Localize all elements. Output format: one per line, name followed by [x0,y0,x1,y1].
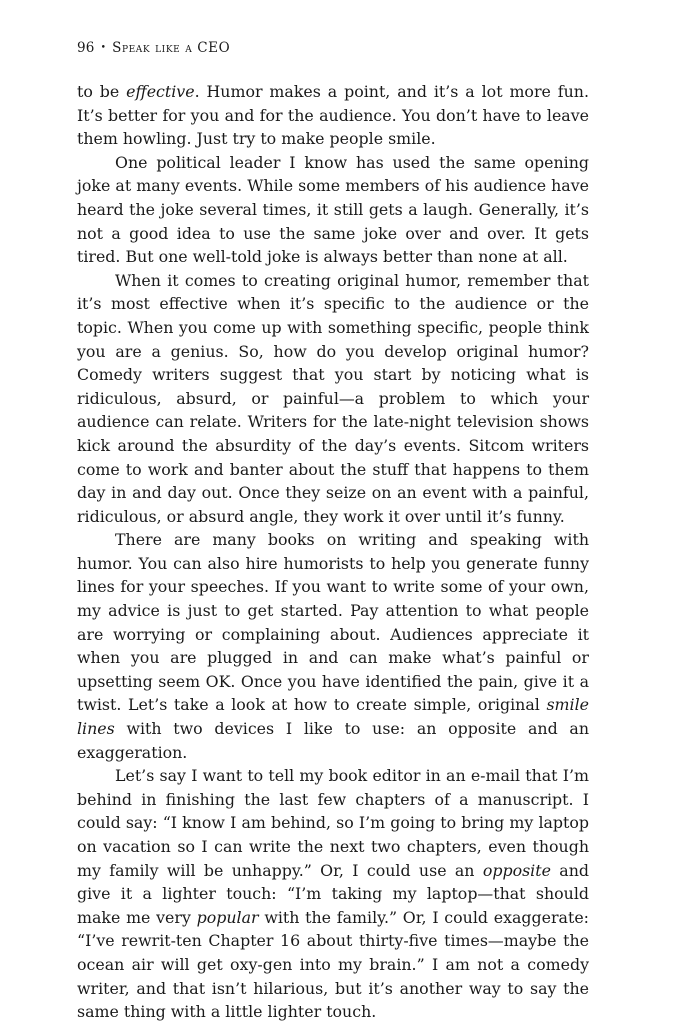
italic-text: effective [126,82,195,101]
text-run: to be [77,82,127,101]
text-run: When it comes to creating original humor, remember that it’s most effective when it’s specific to the audience or the topic. When you come up with something specific, people think you are a genius. So, how do you develop original humor? Comedy writers suggest that you start by noticing what is ridiculous, absurd, or painful—a problem to which your audience can relate. Writers for the late-night television shows kick around the absurdity of the day’s events. Sitcom writers come to work and banter about the stuff that happens to them day in and day out. Once they seize on an event with a painful, ridiculous, or absurd angle, they work it over until it’s funny. [77,270,589,526]
italic-text: opposite [482,860,551,880]
book-title: Speak like a CEO [112,40,231,56]
text-run: There are many books on writing and speaking with humor. You can also hire humorists to help you generate funny lines for your speeches. If you want to write some of your own, my advice is just to get started. Pay attention to what people are worrying or complaining about. Audiences appreciate it when you are plugged in and can make what’s painful or upsetting seem OK. Once you have identified the pain, give it a twist. Let’s take a look at how to create simple, original [77,530,589,715]
text-run: One political leader I know has used the same opening joke at many events. While some members of his audience have heard the joke several times, it still gets a laugh. Generally, it’s not a good idea to use the same joke over and over. It gets tired. But one well-told joke is always better than none at all. [77,152,589,267]
paragraph [77,151,589,269]
text-run: with two devices I like to use: an opposite and an exaggeration. [77,719,589,762]
body-text [77,80,589,1024]
text-run: . Humor makes a point, and it’s a lot more fun. It’s better for you and for the audience. You don’t have to leave them howling. Just try to make people smile. [77,82,589,149]
header-separator: • [100,43,107,53]
italic-text: popular [196,907,259,927]
paragraph [77,528,589,764]
text-run: with the family.” Or, I could exaggerate: “I’ve rewrit-ten Chapter 16 about thirty-five times—maybe the ocean air will get oxy-gen into my brain.” I am not a comedy writer, and that isn’t hilarious, but it’s another way to say the same thing with a little lighter touch. [77,907,589,1022]
paragraph [77,764,589,1024]
paragraph [77,269,589,529]
page-number: 96 [77,40,95,56]
text-run: and give it a lighter touch: “I’m taking my laptop—that should make me very [77,860,589,927]
paragraph [77,80,589,151]
italic-text: smile lines [77,695,589,739]
text-run: Let’s say I want to tell my book editor in an e-mail that I’m behind in finishing the last few chapters of a manuscript. I could say: “I know I am behind, so I’m going to bring my laptop on vacation so I can write the next two chapters, even though my family will be unhappy.” Or, I could use an [77,766,589,880]
running-head [77,40,230,56]
